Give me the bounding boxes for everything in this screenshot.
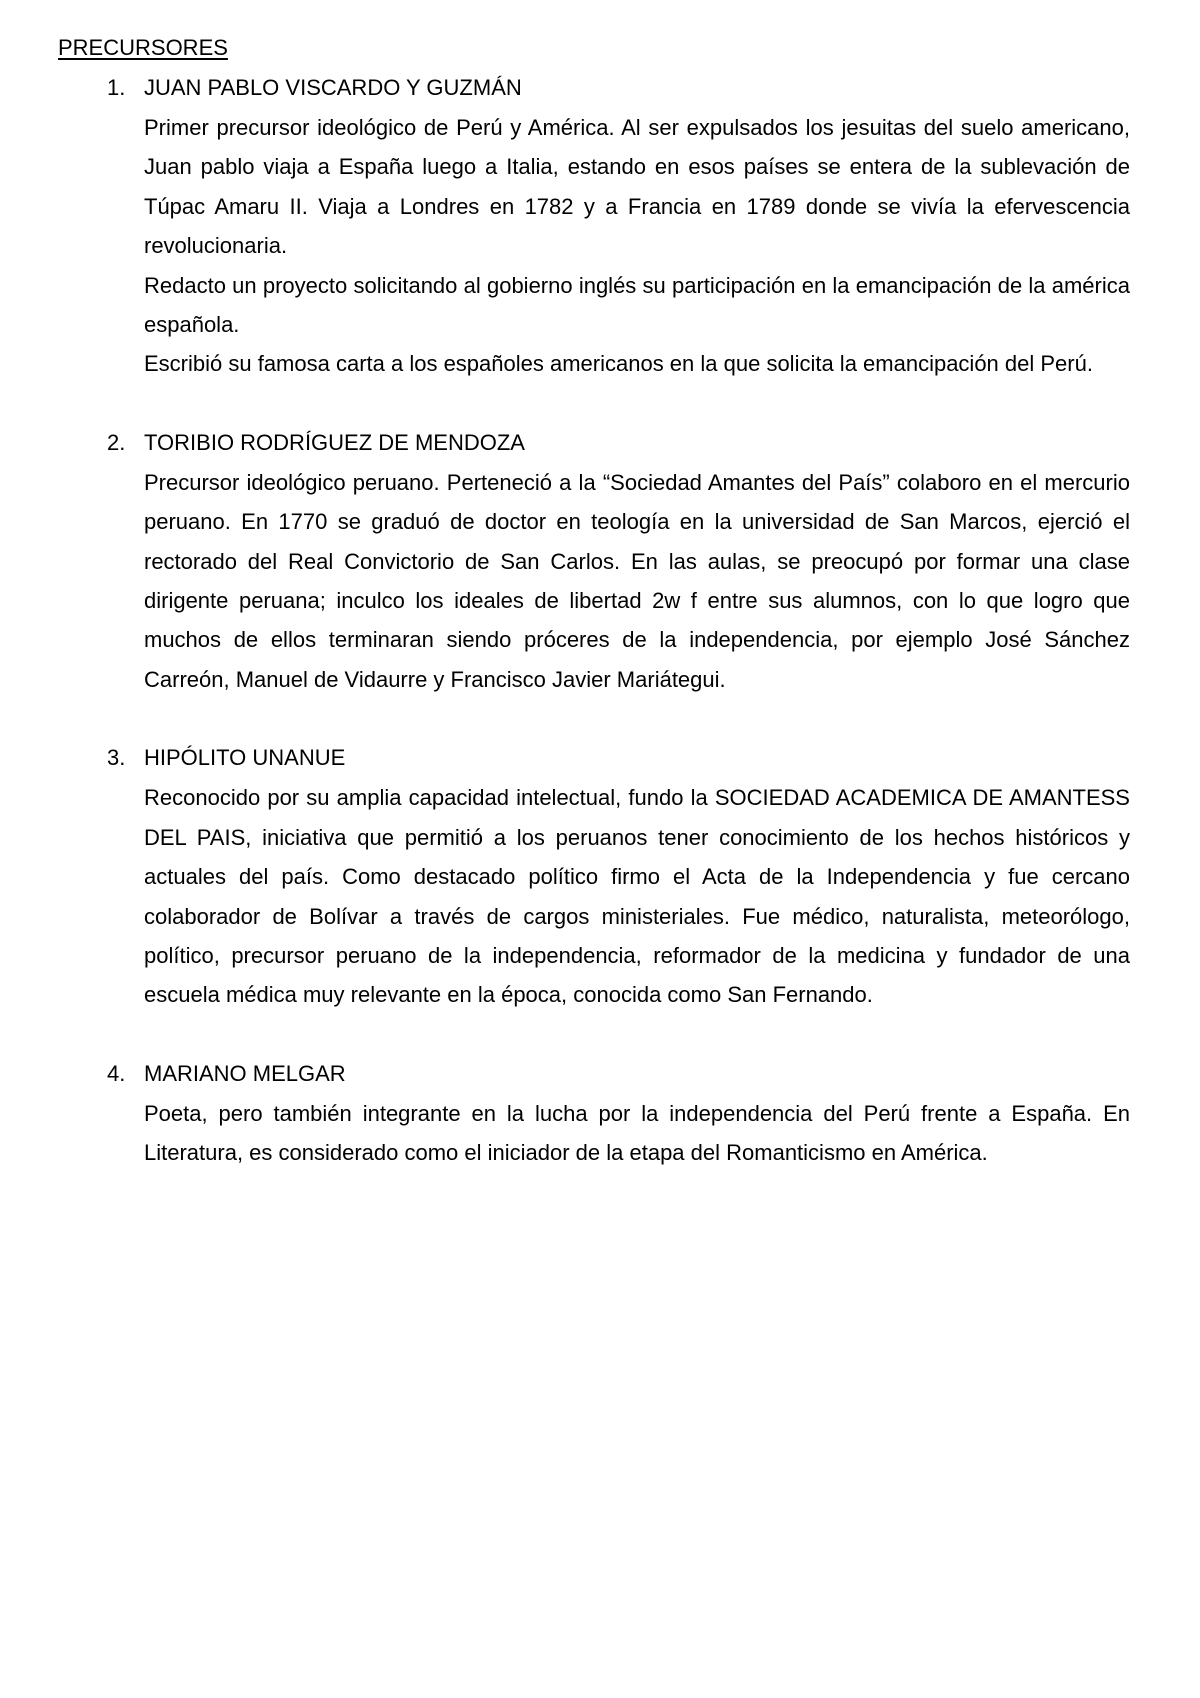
section-number: 1.: [107, 75, 126, 100]
section-heading-text: HIPÓLITO UNANUE: [144, 745, 346, 771]
section-paragraph: Poeta, pero también integrante en la lucha por la independencia del Perú frente a España. En Literatura, es considerado como el iniciador de la etapa del Romanticismo en América.: [144, 1100, 1130, 1166]
section-1: [58, 68, 1130, 384]
section-body: [144, 108, 1130, 384]
section-body: [144, 778, 1130, 1014]
section-paragraph: Precursor ideológico peruano. Perteneció a la “Sociedad Amantes del País” colaboro en el mercurio peruano. En 1770 se graduó de doctor en teología en la universidad de San Marcos, ejerció el rectorado del Real Convictorio de San Carlos. En las aulas, se preocupó por formar una clase dirigente peruana; inculco los ideales de libertad 2w f entre sus alumnos, con lo que logro que muchos de ellos terminaran siendo próceres de la independencia, por ejemplo José Sánchez Carreón, Manuel de Vidaurre y Francisco Javier Mariátegui.: [144, 469, 1130, 692]
section-paragraph: Escribió su famosa carta a los españoles americanos en la que solicita la emancipación del Perú.: [144, 351, 1093, 377]
section-paragraph: Primer precursor ideológico de Perú y América. Al ser expulsados los jesuitas del suelo americano, Juan pablo viaja a España luego a Italia, estando en esos países se entera de la sublevación de Túpac Amaru II. Viaja a Londres en 1782 y a Francia en 1789 donde se vivía la efervescencia revolucionaria.: [144, 115, 1130, 259]
section-paragraph: Redacto un proyecto solicitando al gobierno inglés su participación en la emancipación de la américa española.: [144, 272, 1130, 338]
section-heading: [58, 423, 1130, 463]
section-heading: [58, 68, 1130, 108]
section-body: [144, 1094, 1130, 1173]
section-heading: [58, 1054, 1130, 1094]
section-heading-text: TORIBIO RODRÍGUEZ DE MENDOZA: [144, 429, 525, 455]
section-body: [144, 463, 1130, 699]
section-4: [58, 1054, 1130, 1173]
section-number: 4.: [107, 1060, 126, 1086]
section-paragraph: Reconocido por su amplia capacidad intelectual, fundo la SOCIEDAD ACADEMICA DE AMANTESS DEL PAIS, iniciativa que permitió a los peruanos tener conocimiento de los hechos históricos y actuales del país. Como destacado político firmo el Acta de la Independencia y fue cercano colaborador de Bolívar a través de cargos ministeriales. Fue médico, naturalista, meteorólogo, político, precursor peruano de la independencia, reformador de la medicina y fundador de una escuela médica muy relevante en la época, conocida como San Fernando.: [144, 785, 1130, 1008]
section-number: 2.: [107, 429, 126, 455]
section-number: 3.: [107, 745, 126, 771]
section-2: [58, 423, 1130, 699]
section-3: [58, 738, 1130, 1014]
sections-list: [58, 68, 1130, 1173]
document-title: PRECURSORES: [58, 35, 228, 60]
section-heading-text: MARIANO MELGAR: [144, 1060, 346, 1086]
section-heading: [58, 738, 1130, 778]
section-heading-text: JUAN PABLO VISCARDO Y GUZMÁN: [144, 75, 522, 100]
